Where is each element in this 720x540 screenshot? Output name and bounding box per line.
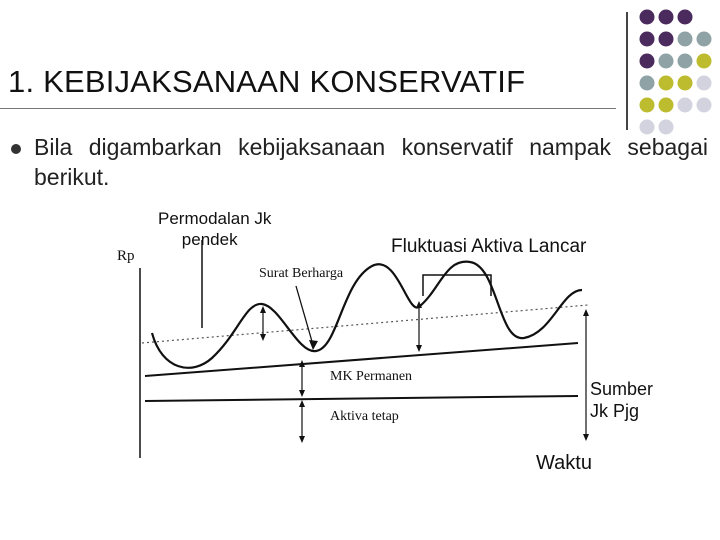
- short-term-capital-label-line1: Permodalan Jk: [158, 209, 272, 228]
- permanent-wc-size-arrow: [299, 360, 305, 397]
- y-axis-label: Rp: [117, 248, 135, 264]
- securities-arrowhead: [309, 340, 318, 350]
- long-term-source-label-line2: Jk Pjg: [590, 401, 640, 421]
- fixed-assets-line: [145, 396, 578, 401]
- x-axis-label: Waktu: [536, 452, 592, 474]
- current-asset-fluctuation-label: Fluktuasi Aktiva Lancar: [391, 236, 587, 257]
- short-term-capital-label: [158, 208, 271, 250]
- securities-pointer: [296, 286, 313, 345]
- bullet-text: Bila digambarkan kebijaksanaan konservatif nampak sebagai berikut.: [34, 134, 708, 190]
- fixed-assets-label: Aktiva tetap: [330, 409, 399, 424]
- long-term-source-label-line1: Sumber: [590, 379, 654, 399]
- marketable-securities-label: Surat Berharga: [259, 266, 344, 281]
- permanent-working-capital-label: MK Permanen: [330, 369, 413, 384]
- short-term-capital-label-line2: pendek: [181, 230, 238, 249]
- fixed-assets-size-arrow: [299, 400, 305, 443]
- fluctuation-bracket: [423, 275, 491, 296]
- securities-size-arrow: [260, 306, 266, 341]
- slide-title: 1. KEBIJAKSANAAN KONSERVATIF: [8, 64, 526, 99]
- current-assets-curve: [152, 262, 582, 368]
- long-term-source-size-arrow: [583, 309, 589, 441]
- long-term-source-label: [590, 378, 653, 422]
- fluctuation-size-arrow: [416, 301, 422, 352]
